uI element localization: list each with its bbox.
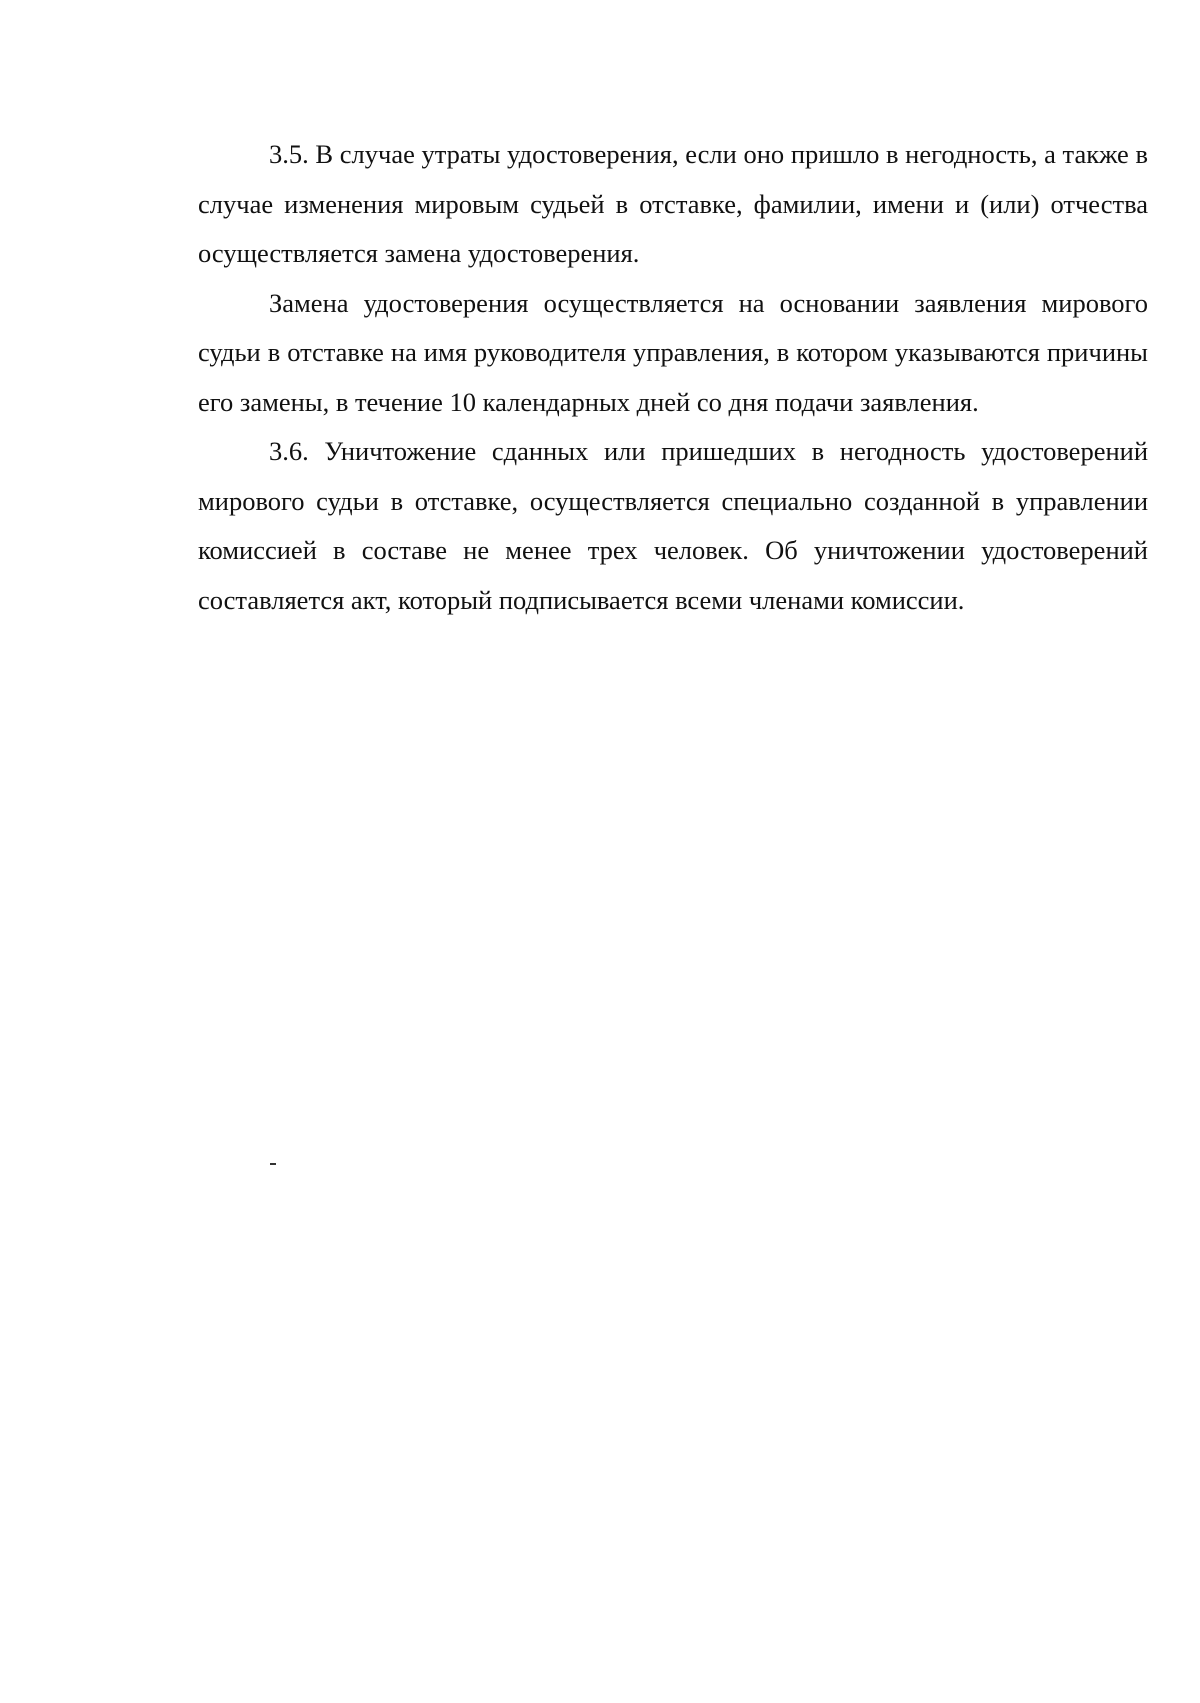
paragraph-replacement-procedure: Замена удостоверения осуществляется на основании заявления мирового судьи в отставке на имя руководителя управления, в котором указываются причины его замены, в течение 10 календарных дней со дня подачи заявления. [198, 287, 1148, 417]
paragraph-3-5: 3.5. В случае утраты удостоверения, если оно пришло в негодность, а также в случае изменения мировым судьей в отставке, фамилии, имени и (или) отчества осуществляется замена удостоверения. [198, 139, 1148, 268]
scan-artifact-mark [270, 1163, 276, 1165]
document-body [198, 130, 1148, 625]
paragraph-3-6: 3.6. Уничтожение сданных или пришедших в негодность удостоверений мирового судьи в отставке, осуществляется специально созданной в управлении комиссией в составе не менее трех человек. Об уничтожении удостоверений составляется акт, который подписывается всеми членами комиссии. [198, 436, 1148, 615]
